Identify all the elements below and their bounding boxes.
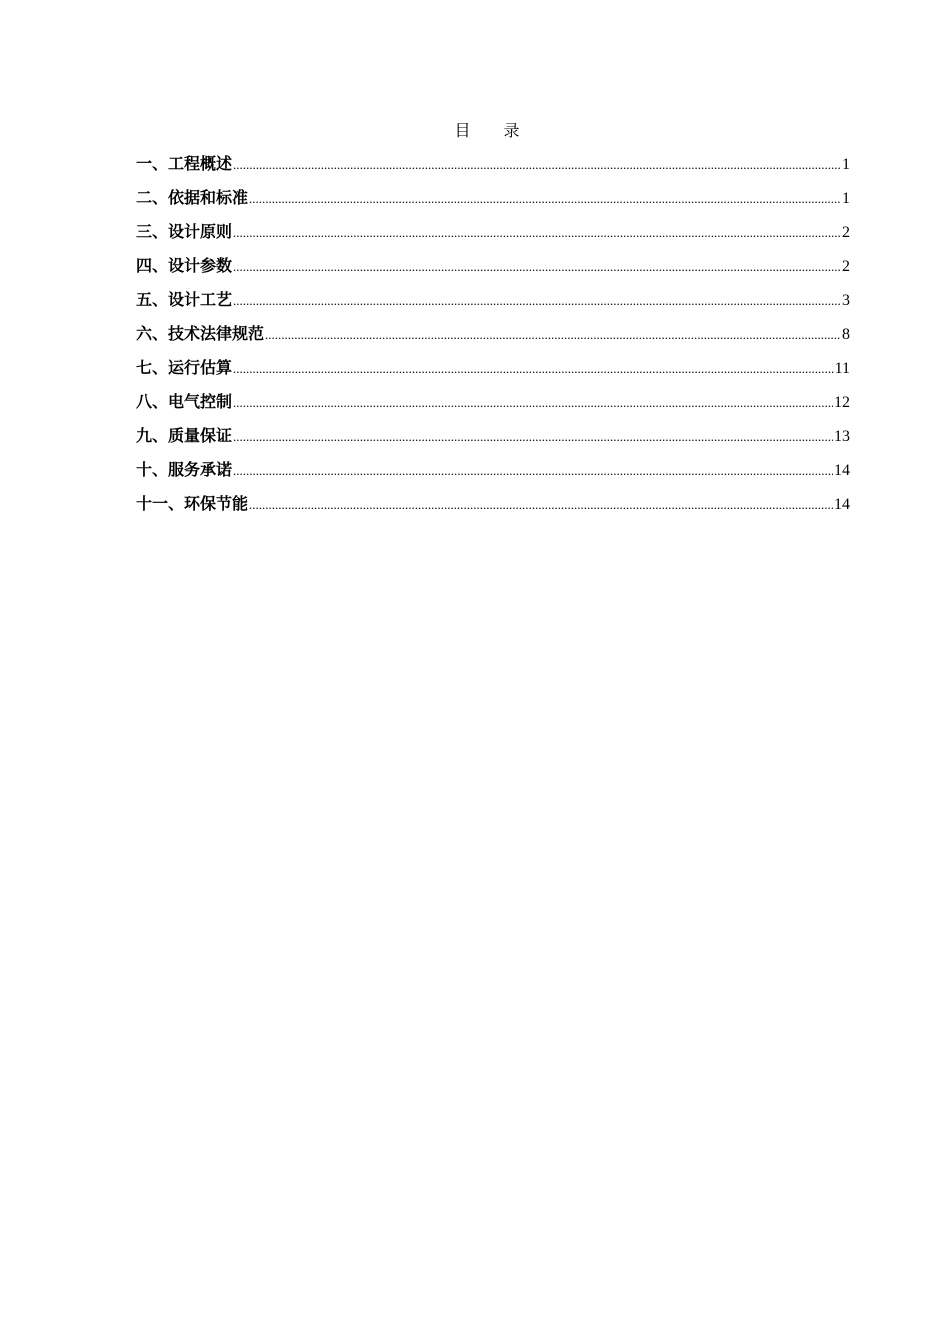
toc-entry[interactable] [136,425,850,459]
toc-dot-leader [249,188,841,210]
toc-dot-leader [233,256,841,278]
toc-entry-page: 12 [834,394,850,411]
toc-entry-label: 九、质量保证 [136,426,233,445]
toc-entry-page: 3 [842,292,850,309]
toc-entry[interactable] [136,357,850,391]
toc-entry-label: 十一、环保节能 [136,494,249,513]
toc-entry-label: 三、设计原则 [136,222,233,241]
toc-entry-page: 2 [842,258,850,275]
toc-entry[interactable] [136,459,850,493]
toc-entry-label: 五、设计工艺 [136,290,233,309]
toc-dot-leader [233,460,833,482]
toc-entry-page: 14 [834,462,850,479]
toc-entry[interactable] [136,323,850,357]
toc-dot-leader [265,324,841,346]
toc-dot-leader [233,358,834,380]
toc-dot-leader [233,154,841,176]
toc-entry-page: 8 [842,326,850,343]
toc-entry-page: 13 [834,428,850,445]
toc-entry[interactable] [136,187,850,221]
toc-entry[interactable] [136,391,850,425]
toc-dot-leader [249,494,833,516]
toc-entry-label: 二、依据和标准 [136,188,249,207]
toc-entry-label: 四、设计参数 [136,256,233,275]
toc-entry-label: 六、技术法律规范 [136,324,265,343]
toc-entry-page: 14 [834,496,850,513]
toc-entry-label: 七、运行估算 [136,358,233,377]
toc-entry[interactable] [136,153,850,187]
toc-dot-leader [233,290,841,312]
toc-entry[interactable] [136,493,850,527]
toc-entry[interactable] [136,221,850,255]
toc-entry-page: 1 [842,190,850,207]
toc-entry-label: 一、工程概述 [136,154,233,173]
toc-entry-page: 2 [842,224,850,241]
toc-dot-leader [233,426,833,448]
toc-entry-page: 1 [842,156,850,173]
toc-entry[interactable] [136,255,850,289]
table-of-contents [136,153,850,527]
toc-entry-label: 十、服务承诺 [136,460,233,479]
toc-dot-leader [233,392,833,414]
toc-entry-page: 11 [834,360,850,377]
toc-title: 目 录 [454,121,534,140]
toc-entry-label: 八、电气控制 [136,392,233,411]
toc-dot-leader [233,222,841,244]
toc-entry[interactable] [136,289,850,323]
